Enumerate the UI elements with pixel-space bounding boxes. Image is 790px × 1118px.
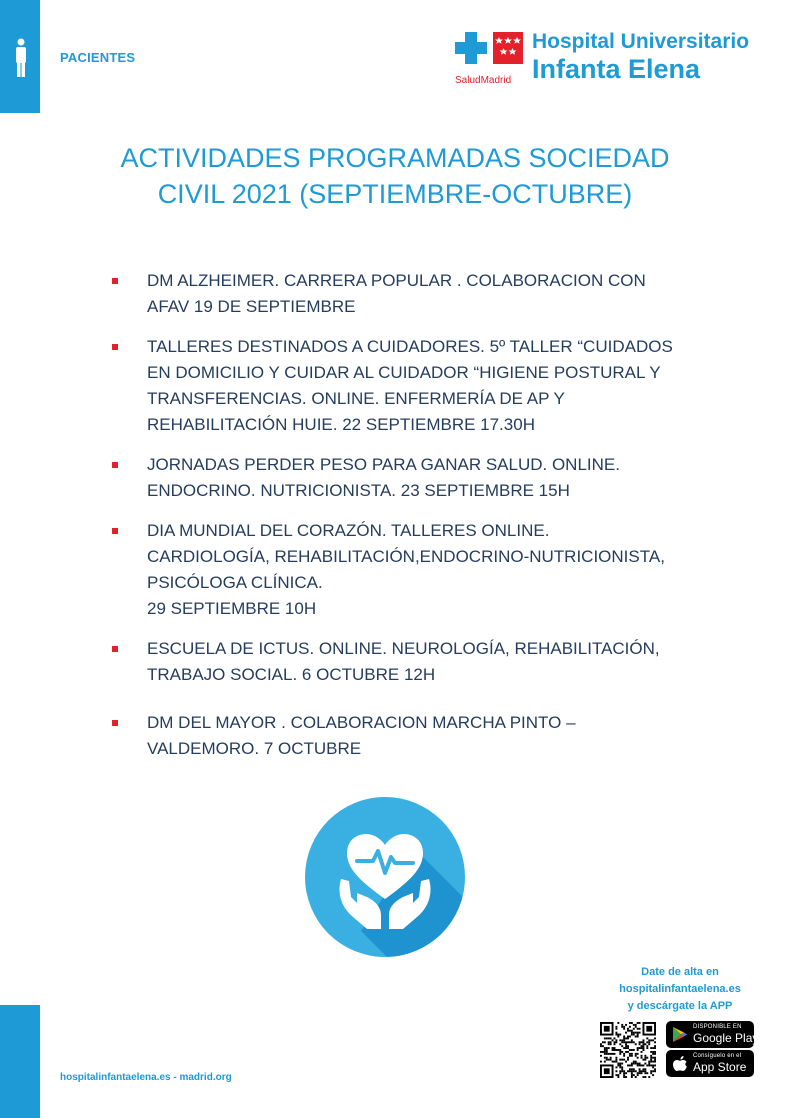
person-icon: [14, 38, 28, 78]
title-line: ACTIVIDADES PROGRAMADAS SOCIEDAD: [120, 143, 670, 173]
bullet-icon: [112, 278, 118, 284]
salud-madrid-wordmark: SaludMadrid: [455, 75, 512, 86]
heart-hands-care-icon: [297, 797, 473, 957]
activity-item: [110, 710, 710, 762]
bullet-icon: [112, 720, 118, 726]
activity-item: [110, 518, 710, 622]
google-play-small: DISPONIBLE EN: [693, 1024, 742, 1030]
app-store-label: App Store: [693, 1060, 747, 1074]
footer-url[interactable]: hospitalinfantaelena.es - madrid.org: [60, 1072, 232, 1083]
activity-text-line: TALLERES DESTINADOS A CUIDADORES. 5º TALLER “CUIDADOS: [147, 337, 673, 356]
salud-madrid-logo-icon: [455, 28, 525, 72]
activity-item: [110, 452, 710, 504]
section-label: PACIENTES: [60, 50, 136, 65]
activity-item: [110, 334, 710, 438]
app-promo-url[interactable]: hospitalinfantaelena.es: [619, 983, 741, 995]
app-promo-line: Date de alta en: [641, 966, 719, 978]
hospital-logo: [455, 28, 765, 88]
bullet-icon: [112, 528, 118, 534]
app-promo-text: [585, 964, 775, 1015]
activity-text-line: TRABAJO SOCIAL. 6 OCTUBRE 12H: [147, 665, 436, 684]
footer-accent-bar: [0, 1005, 40, 1118]
bullet-icon: [112, 344, 118, 350]
activity-text-line: JORNADAS PERDER PESO PARA GANAR SALUD. ONLINE.: [147, 455, 620, 474]
activity-text-line: DM DEL MAYOR . COLABORACION MARCHA PINTO –: [147, 713, 576, 732]
qr-code[interactable]: [600, 1022, 656, 1078]
activity-text-line: AFAV 19 DE SEPTIEMBRE: [147, 297, 356, 316]
activity-text-line: 29 SEPTIEMBRE 10H: [147, 599, 317, 618]
bullet-icon: [112, 462, 118, 468]
activity-text-line: PSICÓLOGA CLÍNICA.: [147, 573, 323, 592]
bullet-icon: [112, 646, 118, 652]
activity-text-line: ENDOCRINO. NUTRICIONISTA. 23 SEPTIEMBRE 15H: [147, 481, 570, 500]
activity-list: [110, 268, 710, 762]
google-play-icon: [672, 1026, 688, 1043]
hospital-name-line1: Hospital Universitario: [532, 30, 750, 53]
header-accent-bar: [0, 0, 40, 113]
activity-text-line: DM ALZHEIMER. CARRERA POPULAR . COLABORACION CON: [147, 271, 646, 290]
title-line: CIVIL 2021 (SEPTIEMBRE-OCTUBRE): [157, 179, 633, 209]
activity-text-line: ESCUELA DE ICTUS. ONLINE. NEUROLOGÍA, REHABILITACIÓN,: [147, 639, 660, 658]
app-store-small: Consíguelo en el: [693, 1053, 742, 1059]
activity-item: [110, 268, 710, 320]
activity-text-line: VALDEMORO. 7 OCTUBRE: [147, 739, 362, 758]
google-play-button[interactable]: [666, 1021, 759, 1048]
activity-text-line: CARDIOLOGÍA, REHABILITACIÓN,ENDOCRINO-NUTRICIONISTA,: [147, 547, 665, 566]
google-play-label: Google Play: [693, 1031, 759, 1045]
activity-text-line: EN DOMICILIO Y CUIDAR AL CUIDADOR “HIGIENE POSTURAL Y: [147, 363, 661, 382]
activity-text-line: DIA MUNDIAL DEL CORAZÓN. TALLERES ONLINE.: [147, 521, 550, 540]
activity-item: [110, 636, 710, 688]
app-promo-line: y descárgate la APP: [627, 1000, 733, 1012]
page-title: [60, 140, 730, 212]
apple-icon: [672, 1055, 688, 1072]
hospital-name-line2: Infanta Elena: [532, 54, 701, 84]
activity-text-line: REHABILITACIÓN HUIE. 22 SEPTIEMBRE 17.30H: [147, 415, 535, 434]
app-store-button[interactable]: [666, 1050, 754, 1077]
activity-text-line: TRANSFERENCIAS. ONLINE. ENFERMERÍA DE AP Y: [147, 389, 565, 408]
